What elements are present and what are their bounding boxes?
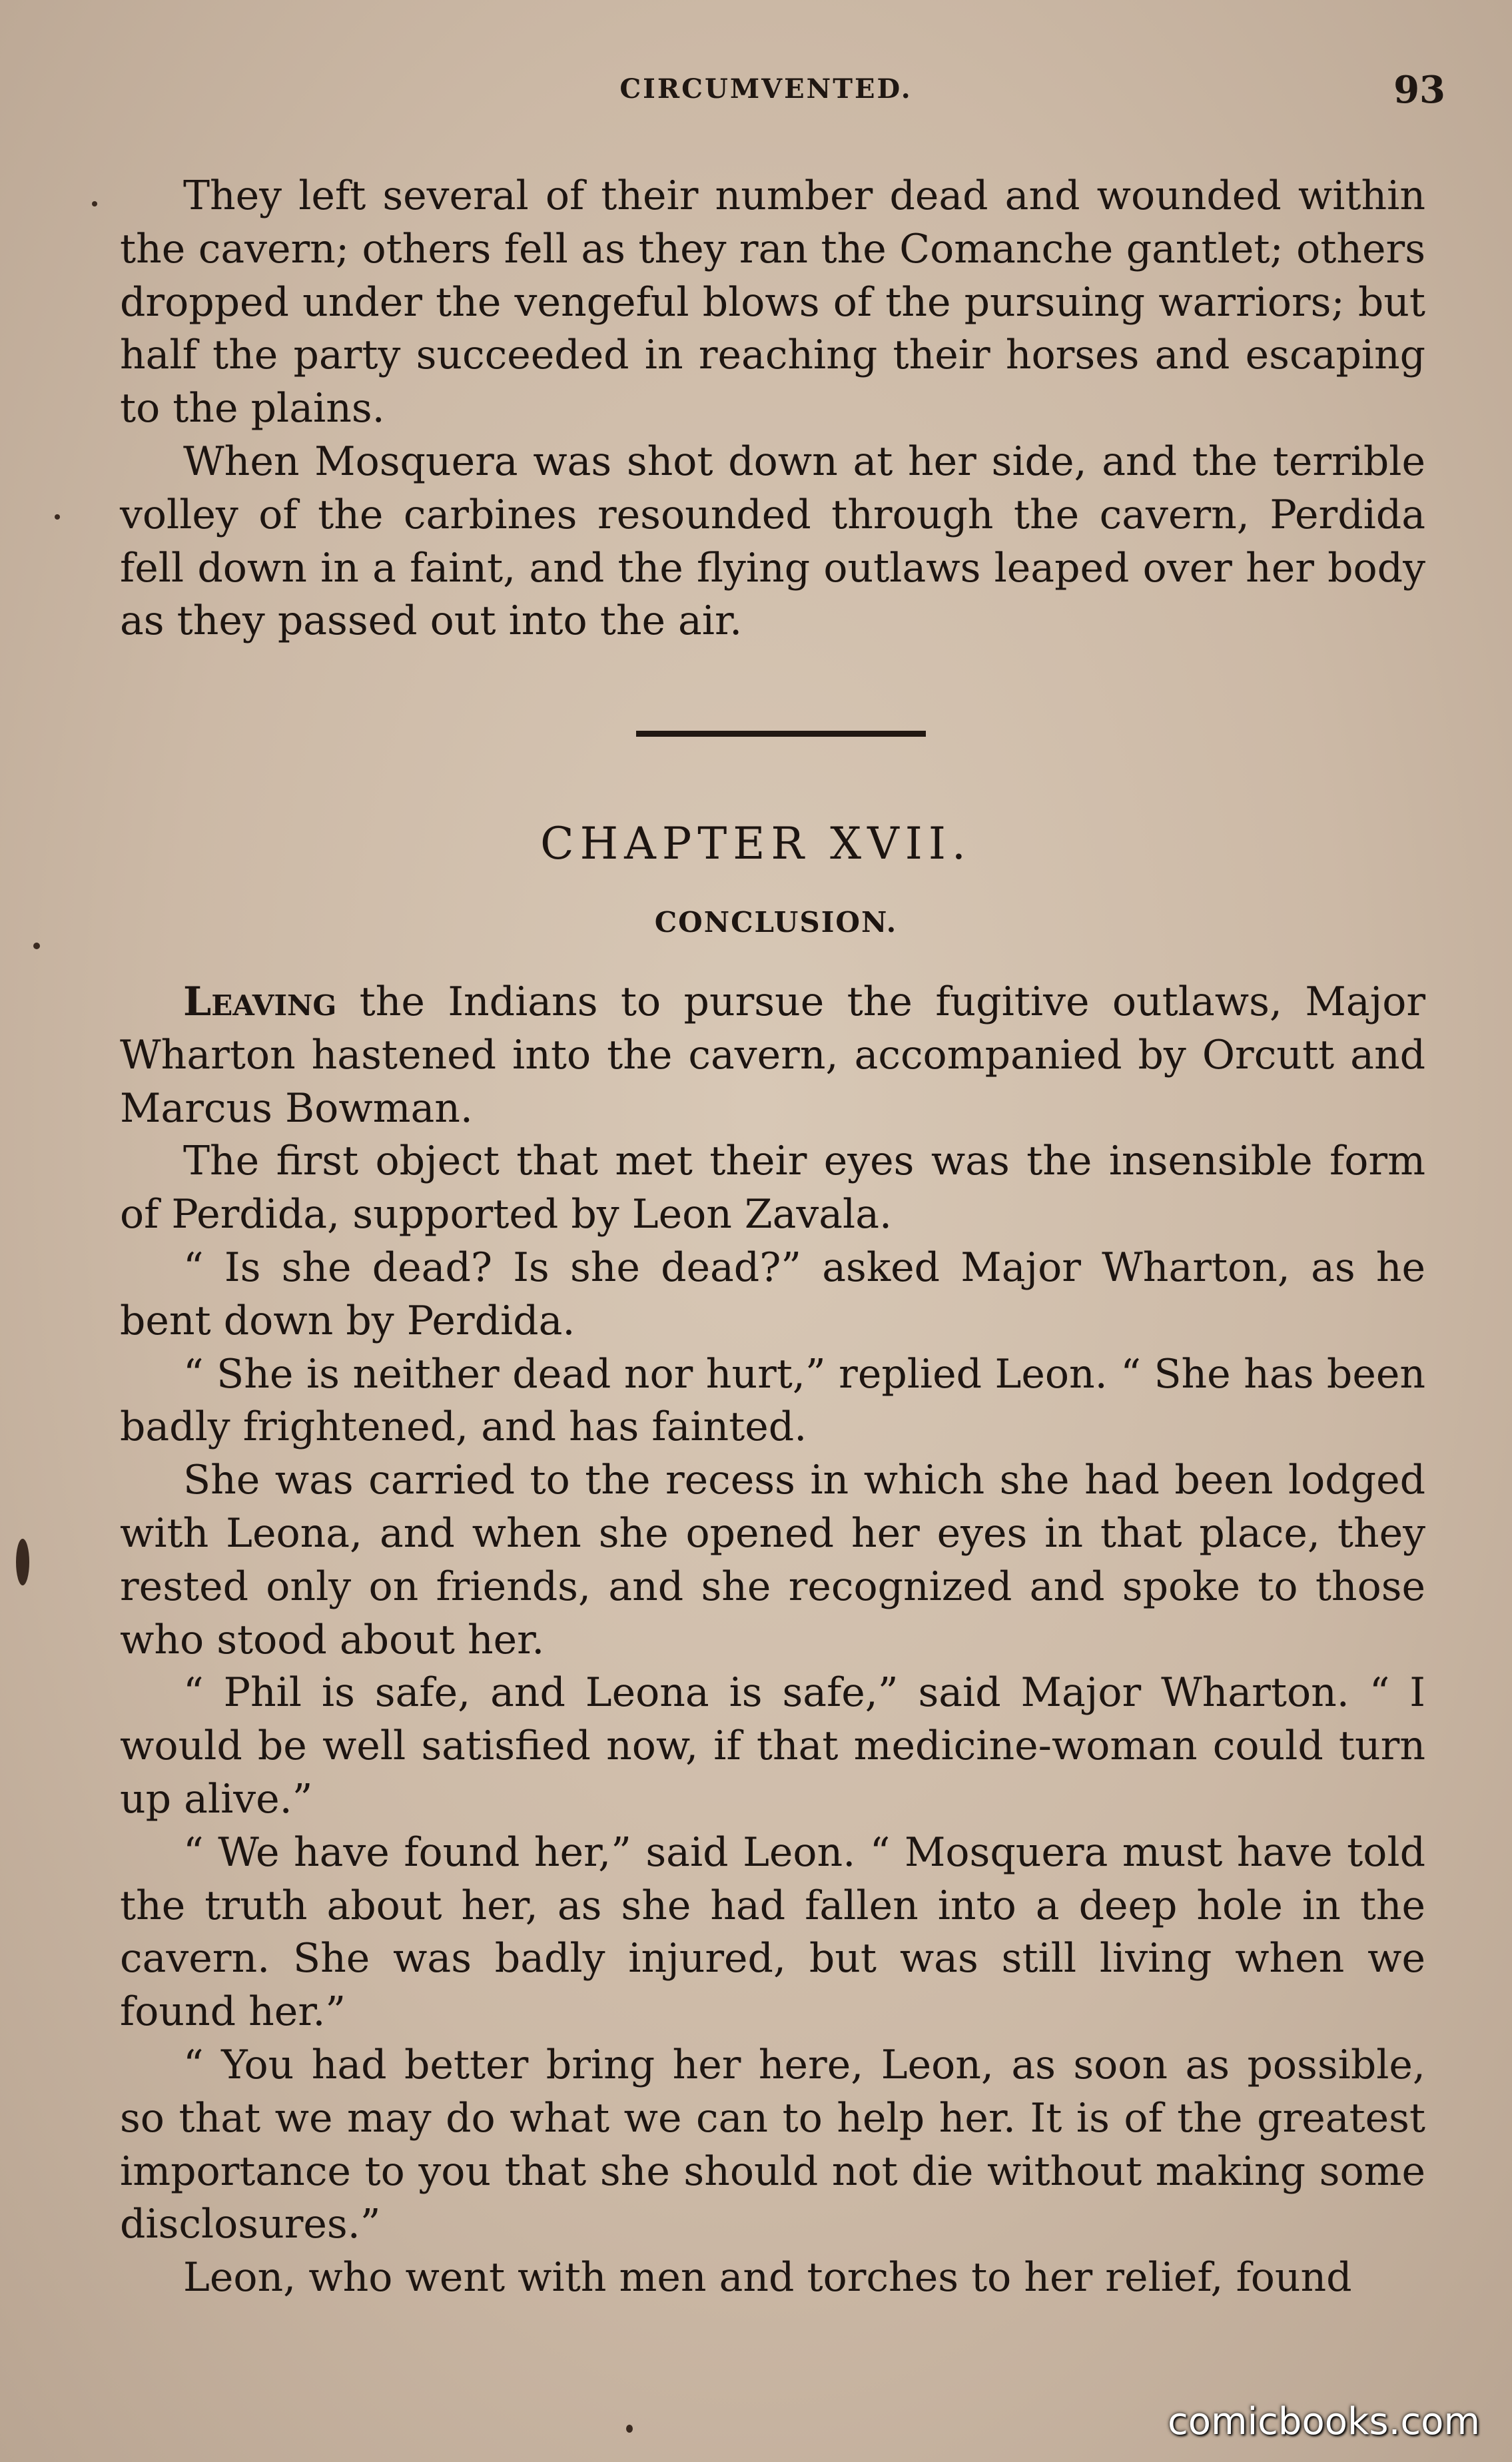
running-title: CIRCUMVENTED. — [619, 73, 913, 105]
top-text-block — [120, 170, 1425, 648]
chapter-title: CHAPTER XVII. — [540, 818, 972, 869]
paragraph: “ You had better bring her here, Leon, as soon as possible, so that we may do what we can to help her. It is of the greatest importance to you that she should not die without making some disclosures.” — [120, 2041, 1425, 2248]
ink-spot — [33, 943, 40, 949]
paragraph: “ She is neither dead nor hurt,” replied Leon. “ She has been badly frightened, and has fainted. — [120, 1350, 1425, 1451]
paragraph: The first object that met their eyes was the insensible form of Perdida, supported by Leon Zavala. — [120, 1138, 1425, 1238]
running-head — [0, 68, 1512, 120]
first-paragraph-text: the Indians to pursue the fugitive outlaws, Major Wharton hastened into the cavern, accompanied by Orcutt and Marcus Bowman. — [120, 979, 1425, 1132]
ink-spot — [55, 514, 60, 520]
body-text-block — [120, 976, 1425, 2305]
first-paragraph — [120, 976, 1425, 1135]
ink-spot — [16, 1539, 29, 1585]
page-number: 93 — [1393, 68, 1445, 112]
paragraph: She was carried to the recess in which she had been lodged with Leona, and when she opened her eyes in that place, they rested only on friends, and she recognized and spoke to those who stood about her. — [120, 1457, 1425, 1663]
ink-spot — [92, 201, 97, 206]
paragraph: “ Phil is safe, and Leona is safe,” said Major Wharton. “ I would be well satisfied now, if that medicine-woman could turn up alive.” — [120, 1669, 1425, 1823]
paragraph: Leon, who went with men and torches to her relief, found — [183, 2254, 1352, 2301]
ink-spot — [626, 2425, 633, 2433]
chapter-subtitle: CONCLUSION. — [654, 906, 898, 939]
lead-word: Leaving — [183, 979, 337, 1025]
paragraph: They left several of their number dead and wounded within the cavern; others fell as they ran the Comanche gantlet; others dropped under the vengeful blows of the pursuing warriors; but half the party succeeded in reaching their horses and escaping to the plains. — [120, 173, 1425, 432]
paragraph: When Mosquera was shot down at her side, and the terrible volley of the carbines resounded through the cavern, Perdida fell down in a faint, and the flying outlaws leaped over her body as they passed out into the air. — [120, 438, 1425, 645]
watermark: comicbooks.com — [1167, 2400, 1480, 2443]
paragraph: “ We have found her,” said Leon. “ Mosquera must have told the truth about her, as she had fallen into a deep hole in the cavern. She was badly injured, but was still living when we found her.” — [120, 1829, 1425, 2036]
section-rule — [636, 731, 926, 737]
paragraph: “ Is she dead? Is she dead?” asked Major Wharton, as he bent down by Perdida. — [120, 1244, 1425, 1344]
